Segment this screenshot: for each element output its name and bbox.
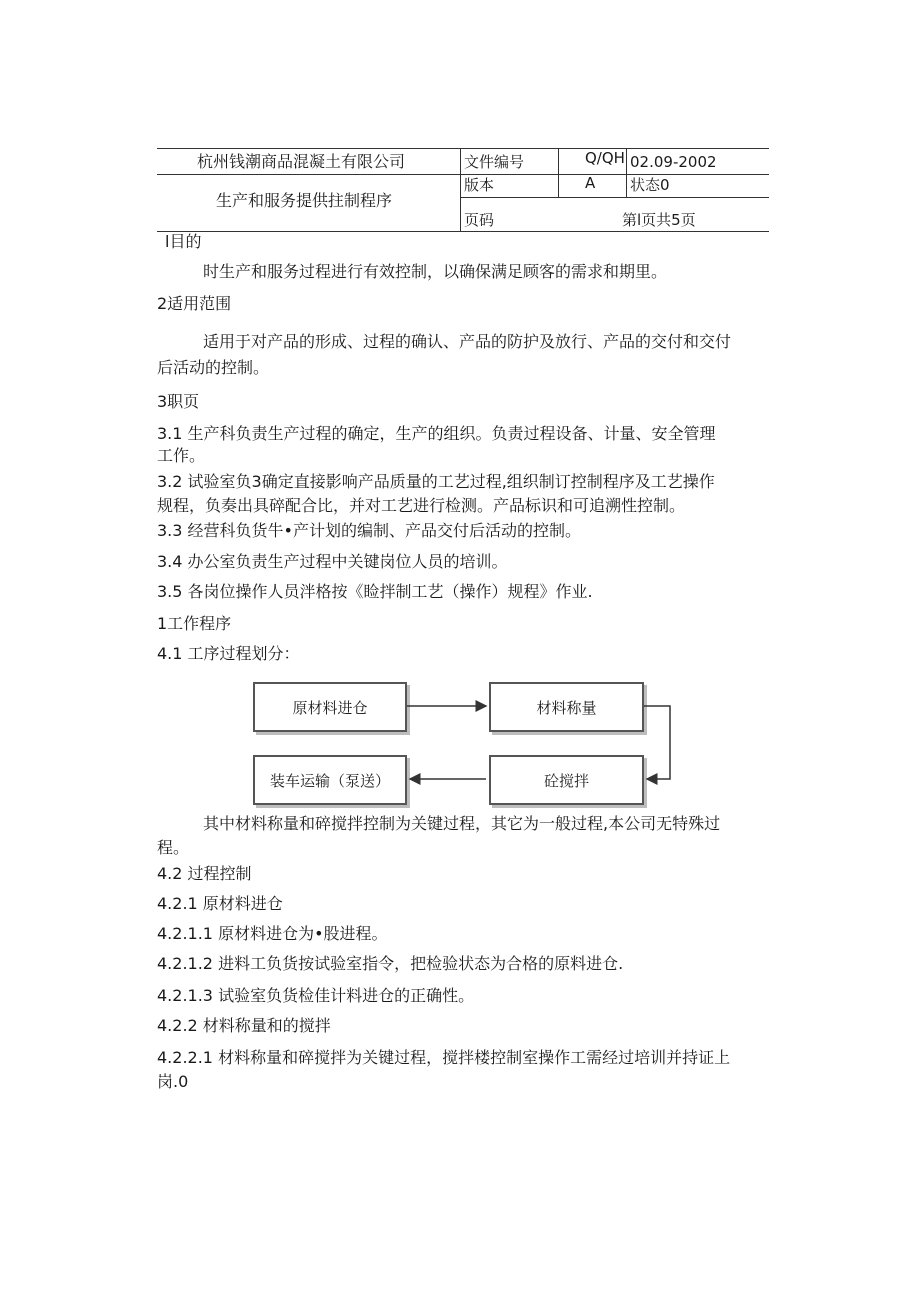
version-label: 版本 (464, 176, 495, 194)
page-value: 第l页共5页 (622, 211, 696, 229)
section-4-heading: 1工作程序 (157, 614, 232, 633)
doc-number-prefix: Q/QH (585, 149, 625, 167)
doc-number-value: 02.09-2002 (630, 153, 717, 171)
section-1-text: 时生产和服务过程进行有效控制，以确保满足顾客的需求和期里。 (203, 262, 668, 281)
flow-step-1-label: 原材料进仓 (292, 698, 368, 717)
section-4-1-text-line1: 其中材料称量和碎搅拌控制为关键过程，其它为一般过程,本公司无特殊过 (203, 814, 721, 833)
flow-step-3-label: 砼搅拌 (543, 771, 589, 790)
status-label: 状态0 (630, 176, 670, 194)
section-4-2: 4.2 过程控制 (157, 864, 252, 883)
section-4-2-2-1-line1: 4.2.2.1 材料称量和碎搅拌为关键过程，搅拌楼控制室操作工需经过培训并持证上 (157, 1048, 731, 1067)
section-4-1-text-line2: 程。 (157, 838, 190, 857)
section-3-2-line2: 规程，负奏出具碎配合比，并对工艺进行检测。产品标识和可追溯性控制。 (157, 496, 686, 515)
company-name: 杭州钱潮商品混凝土有限公司 (197, 152, 406, 171)
section-4-2-1-3: 4.2.1.3 试验室负货检佳计料进仓的正确性。 (157, 986, 475, 1005)
section-4-2-2-1-line2: 岗.0 (157, 1072, 189, 1091)
section-3-4: 3.4 办公室负责生产过程中关键岗位人员的培训。 (157, 552, 508, 571)
section-4-2-1: 4.2.1 原材料进仓 (157, 894, 283, 913)
section-1-heading: l目的 (165, 232, 202, 251)
section-3-3: 3.3 经营科负货牛•产计划的编制、产品交付后活动的控制。 (157, 521, 581, 540)
section-2-text-line2: 后活动的控制。 (157, 358, 270, 377)
arrow-step2-to-step3 (644, 706, 670, 779)
section-2-heading: 2适用范围 (157, 294, 232, 313)
section-3-heading: 3职页 (157, 392, 200, 411)
flow-step-2-label: 材料称量 (536, 698, 597, 717)
section-4-1: 4.1 工序过程划分： (157, 644, 300, 663)
page-label: 页码 (464, 211, 495, 229)
section-4-2-2: 4.2.2 材料称量和的搅拌 (157, 1016, 331, 1035)
section-4-2-1-2: 4.2.1.2 进料工负货按试验室指令，把检验状态为合格的原料进仓. (157, 954, 624, 973)
section-3-5: 3.5 各岗位操作人员泮格按《睑拌制工艺（操作）规程》作业. (157, 582, 593, 601)
section-3-1-line2: 工作。 (157, 446, 206, 465)
section-3-2-line1: 3.2 试验室负3确定直接影响产品质量的工艺过程,组织制订控制程序及工艺操作 (157, 472, 715, 491)
document-title: 生产和服务提供拄制程序 (216, 191, 393, 210)
version-value: A (585, 174, 596, 192)
doc-number-label: 文件编号 (464, 153, 525, 171)
section-2-text-line1: 适用于对产品的形成、过程的确认、产品的防护及放行、产品的交付和交付 (203, 332, 732, 351)
section-3-1-line1: 3.1 生产科负责生产过程的确定，生产的组织。负责过程设备、计量、安全管理 (157, 424, 716, 443)
section-4-2-1-1: 4.2.1.1 原材料进仓为•股进程。 (157, 924, 388, 943)
flow-step-4-label: 装车运输（泵送） (269, 771, 390, 790)
